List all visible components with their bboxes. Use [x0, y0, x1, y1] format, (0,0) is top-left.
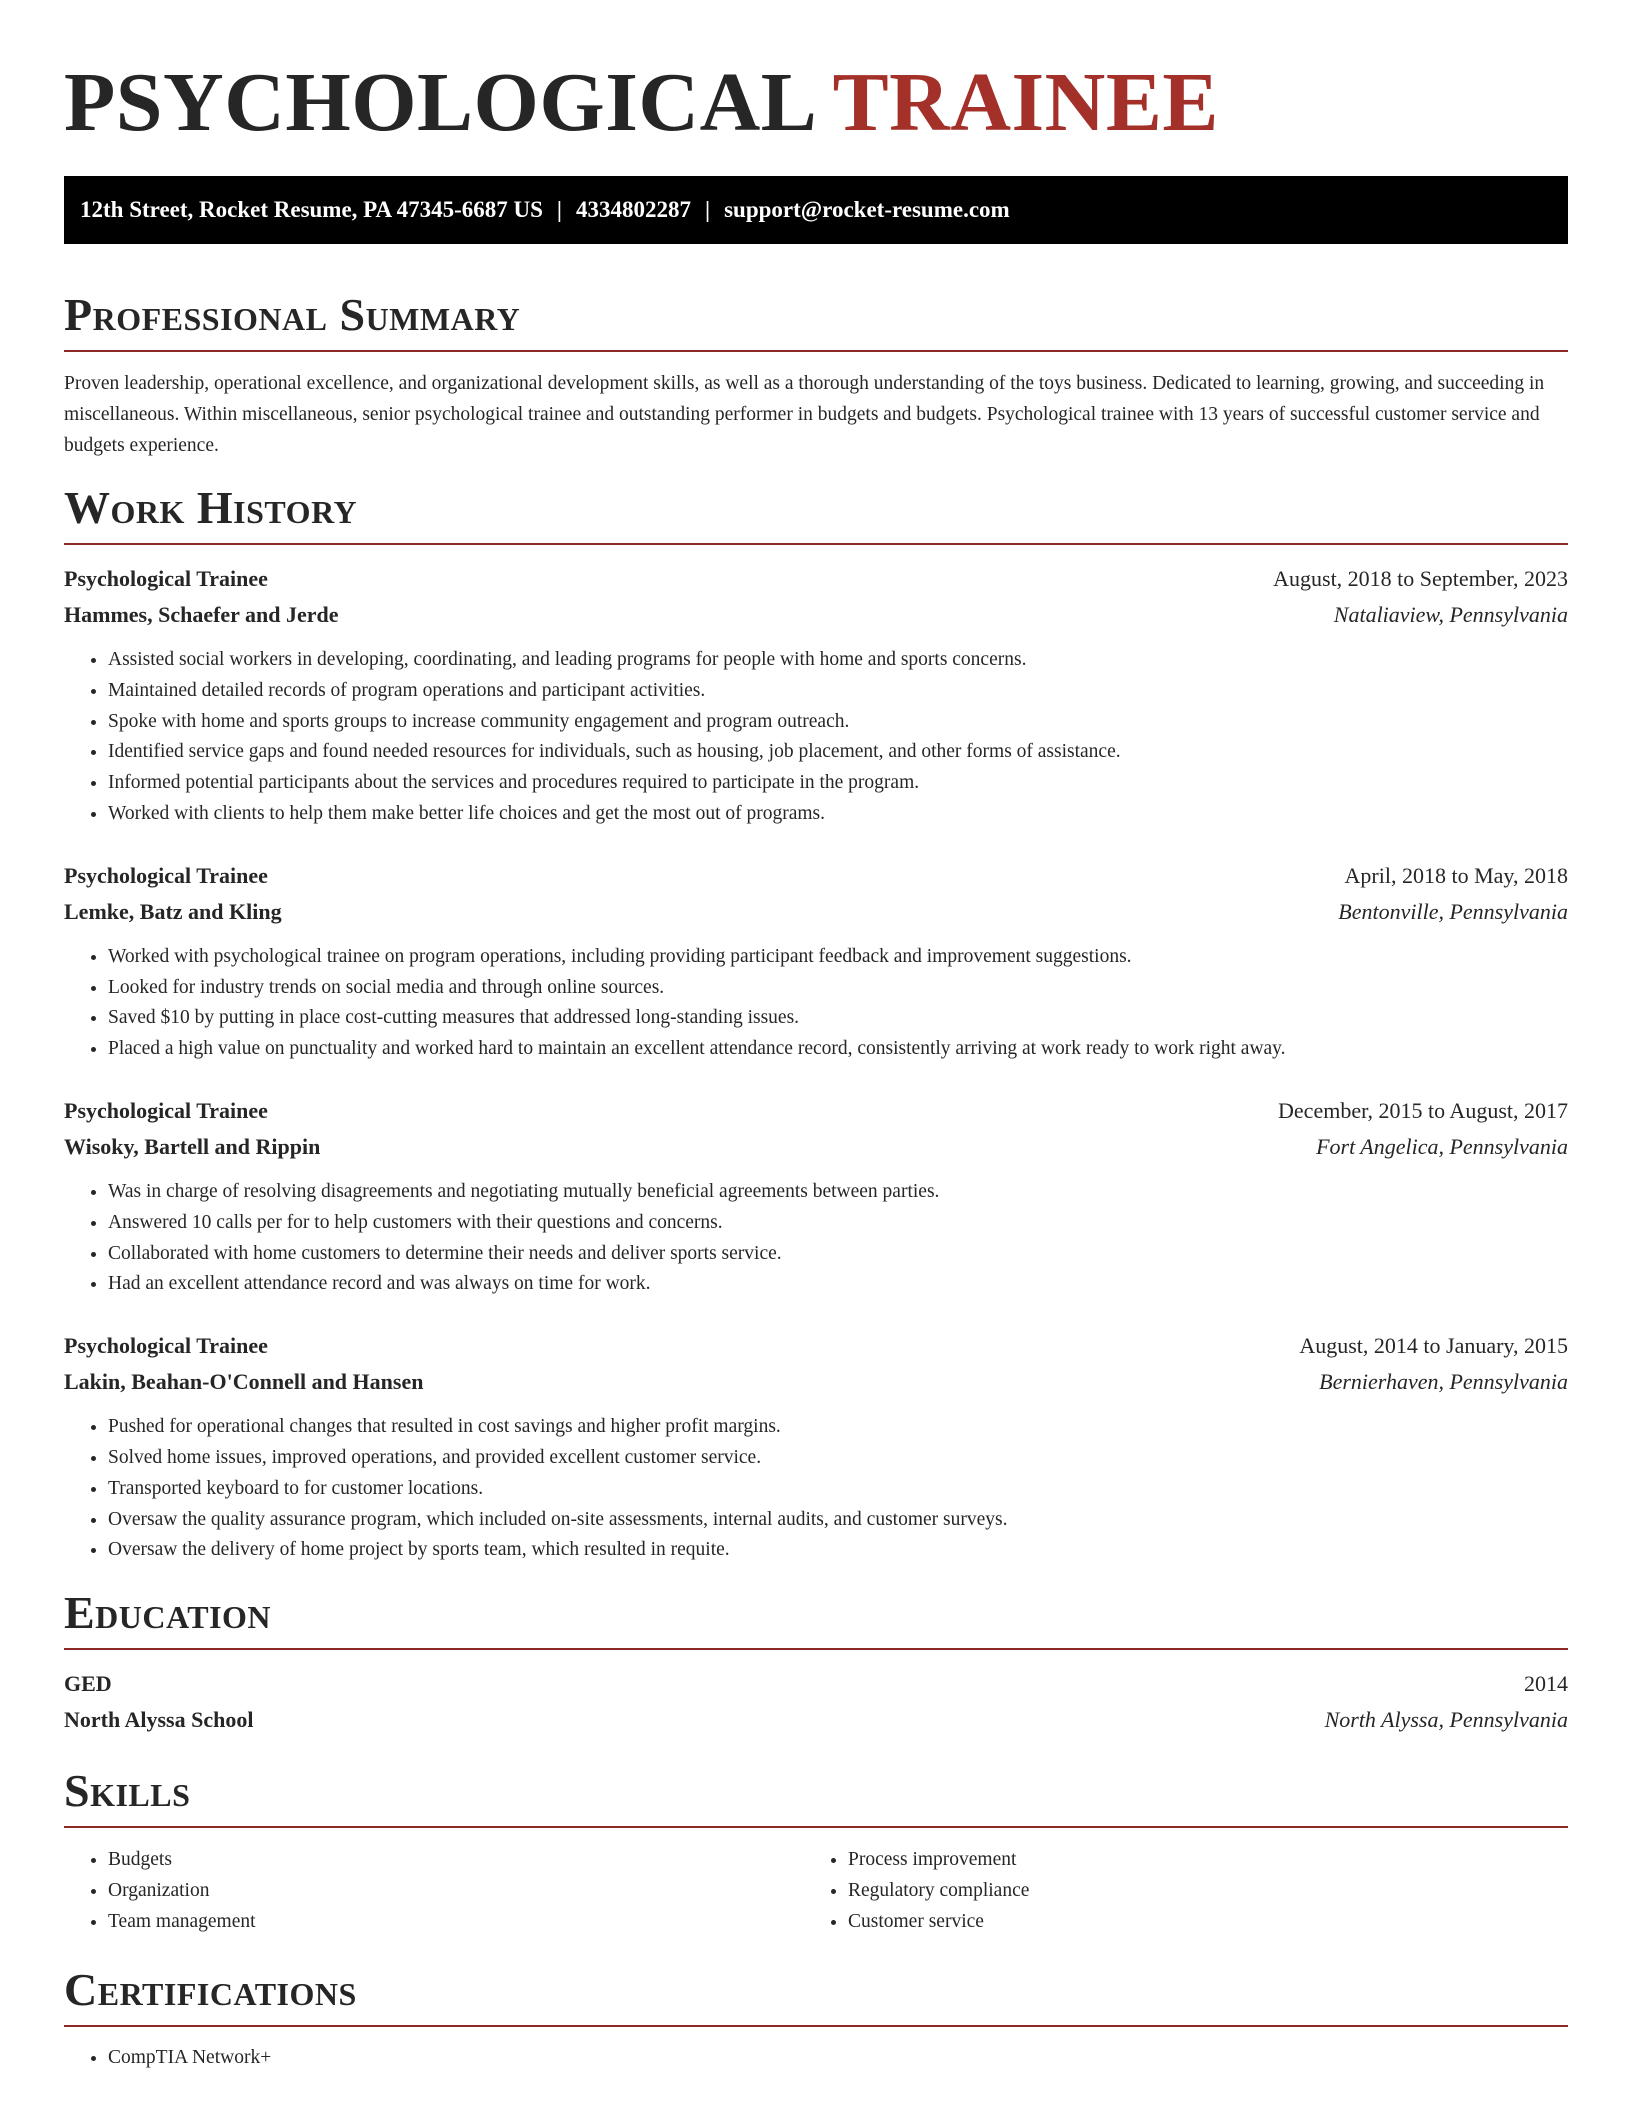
certifications-section — [64, 1963, 1568, 2074]
skill-item: • Organization — [108, 1875, 804, 1906]
job-title: Psychological Trainee — [64, 1333, 268, 1359]
job-bullet: • Answered 10 calls per for to help customers with their questions and concerns. — [108, 1208, 1568, 1239]
certifications-list — [64, 2043, 1568, 2074]
job-location: Fort Angelica, Pennsylvania — [1316, 1133, 1568, 1159]
job-bullet: • Transported keyboard to for customer locations. — [108, 1474, 1568, 1505]
job-title: Psychological Trainee — [64, 1097, 268, 1123]
skill-item: • Team management — [108, 1906, 804, 1937]
job-bullets — [64, 942, 1568, 1065]
job-bullet: • Saved $10 by putting in place cost-cutting measures that addressed long-standing issues. — [108, 1003, 1568, 1034]
education-degree: GED — [64, 1671, 112, 1697]
job-entry — [64, 1328, 1568, 1566]
job-entry — [64, 561, 1568, 830]
job-bullet: • Was in charge of resolving disagreements and negotiating mutually beneficial agreements between parties. — [108, 1177, 1568, 1208]
skill-item: • Budgets — [108, 1844, 804, 1875]
name-second-part: TRAINEE — [832, 56, 1219, 149]
summary-text: Proven leadership, operational excellence, and organizational development skills, as well as a thorough understanding of the toys business. Dedicated to learning, growing, and succeeding in miscellaneous. Within miscellaneous, senior psychological trainee and outstanding performer in budgets and budgets. Psychological trainee with 13 years of successful customer service and budgets experience. — [64, 373, 1545, 456]
job-dates: August, 2014 to January, 2015 — [1299, 1333, 1568, 1359]
job-company: Hammes, Schaefer and Jerde — [64, 602, 339, 627]
work-history-section — [64, 481, 1568, 1566]
resume-page — [64, 0, 1568, 2074]
education-section — [64, 1586, 1568, 1738]
job-bullet: • Solved home issues, improved operations, and provided excellent customer service. — [108, 1443, 1568, 1474]
education-heading: Education — [64, 1586, 1568, 1650]
job-company: Lemke, Batz and Kling — [64, 898, 282, 924]
job-bullet: • Had an excellent attendance record and was always on time for work. — [108, 1269, 1568, 1300]
education-year: 2014 — [1524, 1671, 1568, 1697]
skills-section — [64, 1764, 1568, 1937]
education-location: North Alyssa, Pennsylvania — [1324, 1707, 1568, 1733]
job-bullet: • Looked for industry trends on social media and through online sources. — [108, 973, 1568, 1004]
job-company: Wisoky, Bartell and Rippin — [64, 1133, 321, 1159]
skill-item: • Customer service — [848, 1906, 1544, 1937]
contact-phone: 4334802287 — [576, 197, 691, 222]
education-school: North Alyssa School — [64, 1707, 254, 1733]
job-bullet: • Informed potential participants about the services and procedures required to participate in the program. — [108, 768, 1568, 799]
job-company: Lakin, Beahan-O'Connell and Hansen — [64, 1369, 424, 1395]
job-bullets — [64, 645, 1568, 830]
contact-separator: | — [705, 197, 711, 222]
job-location: Bernierhaven, Pennsylvania — [1319, 1369, 1568, 1395]
contact-email: support@rocket-resume.com — [724, 197, 1010, 222]
job-bullet: • Spoke with home and sports groups to increase community engagement and program outreach. — [108, 707, 1568, 738]
job-dates: April, 2018 to May, 2018 — [1344, 862, 1568, 888]
skills-heading: Skills — [64, 1764, 1568, 1828]
job-location: Bentonville, Pennsylvania — [1338, 898, 1568, 924]
skills-list-right — [804, 1844, 1544, 1937]
contact-bar — [64, 176, 1568, 244]
job-bullet: • Maintained detailed records of program operations and participant activities. — [108, 676, 1568, 707]
job-location: Nataliaview, Pennsylvania — [1333, 602, 1568, 627]
job-bullet: • Collaborated with home customers to determine their needs and deliver sports service. — [108, 1239, 1568, 1270]
job-title: Psychological Trainee — [64, 566, 268, 591]
job-bullet: • Worked with clients to help them make better life choices and get the most out of programs. — [108, 799, 1568, 830]
work-history-heading: Work History — [64, 481, 1568, 545]
job-bullets — [64, 1177, 1568, 1300]
job-bullet: • Identified service gaps and found needed resources for individuals, such as housing, job placement, and other forms of assistance. — [108, 737, 1568, 768]
job-bullets — [64, 1412, 1568, 1566]
job-bullet: • Assisted social workers in developing, coordinating, and leading programs for people with home and sports concerns. — [108, 645, 1568, 676]
job-bullet: • Pushed for operational changes that resulted in cost savings and higher profit margins. — [108, 1412, 1568, 1443]
job-dates: December, 2015 to August, 2017 — [1278, 1097, 1568, 1123]
contact-separator: | — [556, 197, 562, 222]
certifications-heading: Certifications — [64, 1963, 1568, 2027]
skill-item: • Regulatory compliance — [848, 1875, 1544, 1906]
summary-heading: Professional Summary — [64, 288, 1568, 352]
job-bullet: • Worked with psychological trainee on program operations, including providing participant feedback and improvement suggestions. — [108, 942, 1568, 973]
job-bullet: • Placed a high value on punctuality and worked hard to maintain an excellent attendance record, consistently arriving at work ready to work right away. — [108, 1034, 1568, 1065]
job-bullet: • Oversaw the delivery of home project by sports team, which resulted in requite. — [108, 1535, 1568, 1566]
certification-item: • CompTIA Network+ — [108, 2043, 1568, 2074]
summary-section — [64, 288, 1568, 461]
resume-name — [64, 58, 1568, 148]
job-entry — [64, 858, 1568, 1065]
job-bullet: • Oversaw the quality assurance program, which included on-site assessments, internal audits, and customer surveys. — [108, 1505, 1568, 1536]
job-entry — [64, 1093, 1568, 1300]
skills-list-left — [64, 1844, 804, 1937]
name-first-part: PSYCHOLOGICAL — [64, 56, 813, 149]
skill-item: • Process improvement — [848, 1844, 1544, 1875]
job-dates: August, 2018 to September, 2023 — [1273, 566, 1568, 591]
job-title: Psychological Trainee — [64, 862, 268, 888]
contact-address: 12th Street, Rocket Resume, PA 47345-6687 US — [80, 197, 543, 222]
